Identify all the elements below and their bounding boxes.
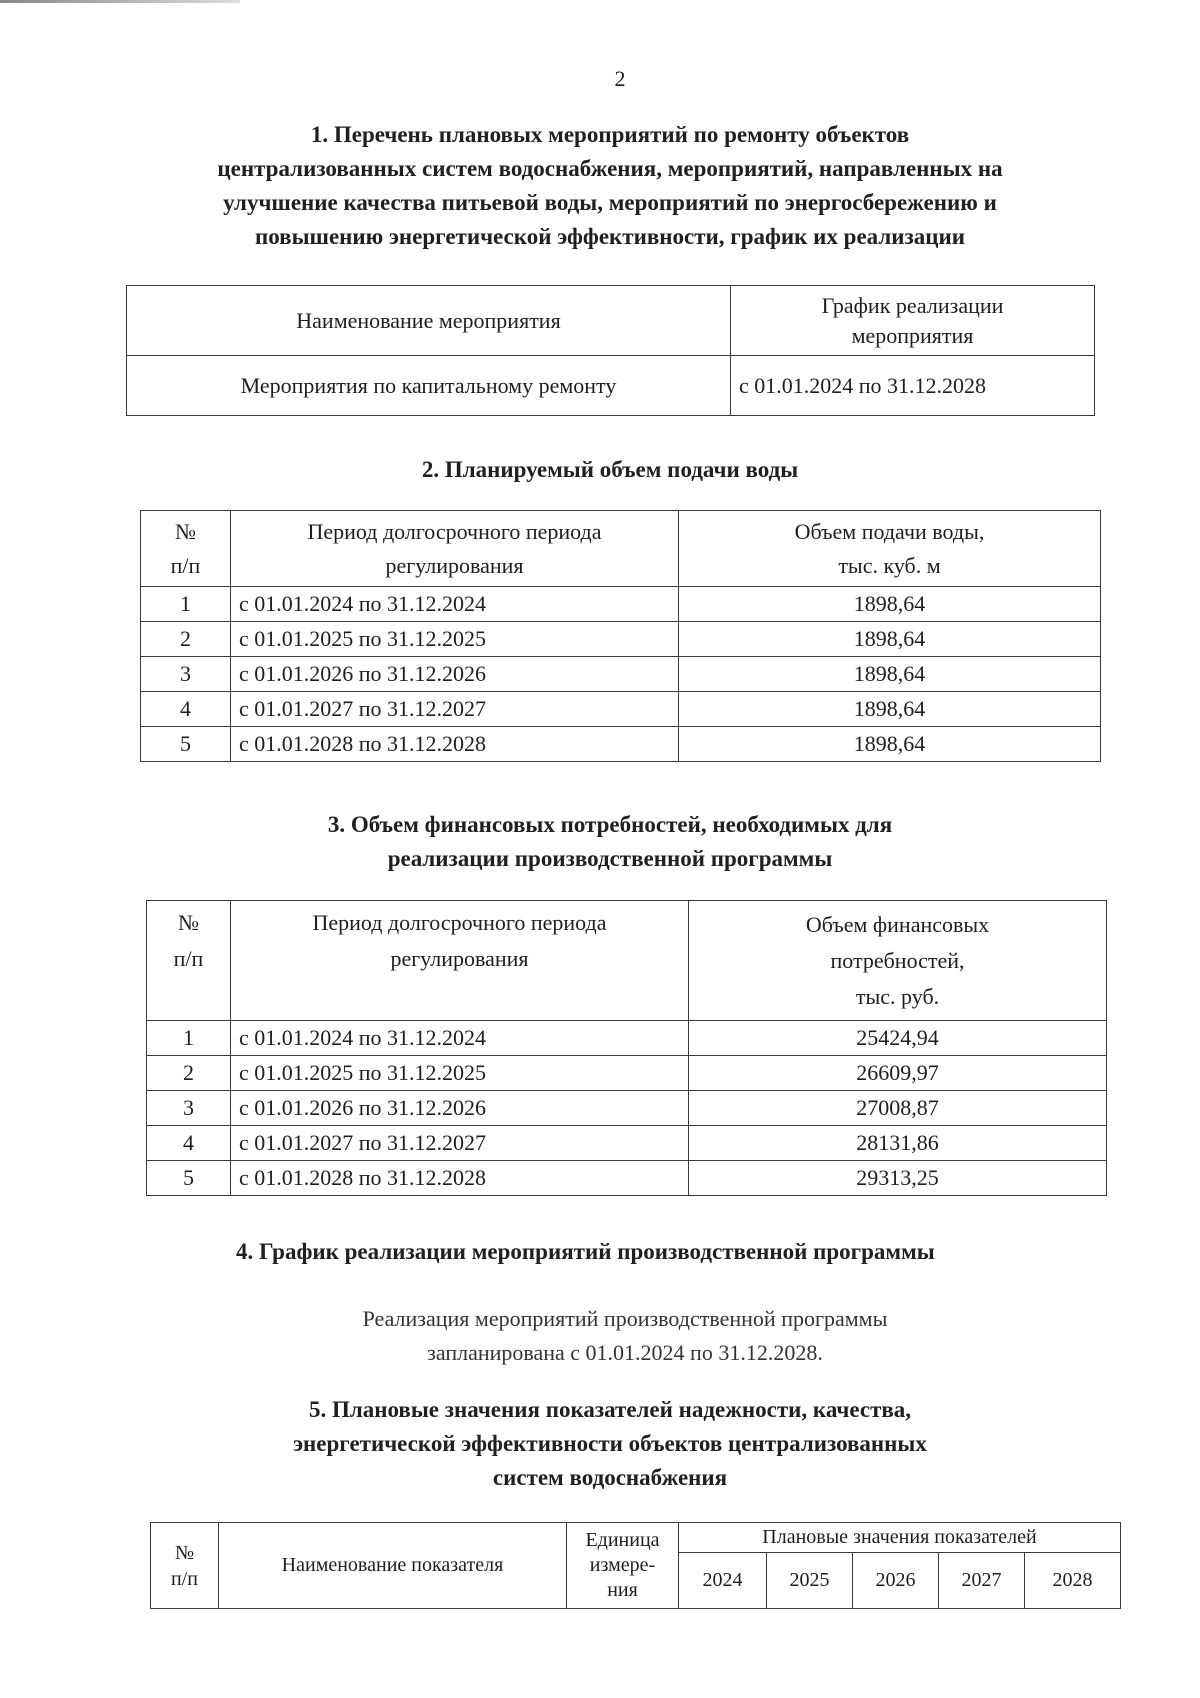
section-1-title [110, 118, 1110, 254]
header-schedule-line: График реализации [821, 292, 1004, 318]
header-number [147, 901, 231, 1021]
row-period: с 01.01.2026 по 31.12.2026 [231, 1091, 689, 1126]
header-planned-values: Плановые значения показателей [679, 1523, 1121, 1553]
row-value: 27008,87 [689, 1091, 1107, 1126]
row-period: с 01.01.2027 по 31.12.2027 [231, 692, 679, 727]
row-number: 3 [141, 657, 231, 692]
header-number-line: № [174, 1541, 195, 1564]
row-period: с 01.01.2026 по 31.12.2026 [231, 657, 679, 692]
table-row [147, 1161, 1107, 1196]
header-number-line: № [178, 910, 199, 935]
header-number [141, 511, 231, 587]
row-value: 1898,64 [679, 587, 1101, 622]
section-5-title-line: систем водоснабжения [492, 1465, 728, 1490]
header-year: 2024 [679, 1553, 767, 1609]
header-year: 2025 [767, 1553, 853, 1609]
table-row [141, 587, 1101, 622]
row-period: с 01.01.2024 по 31.12.2024 [231, 587, 679, 622]
section-5-title-line: энергетической эффективности объектов централизованных [293, 1431, 927, 1456]
row-value: 1898,64 [679, 727, 1101, 762]
header-unit-line: Единица [585, 1529, 660, 1551]
activity-period-cell: с 01.01.2024 по 31.12.2028 [731, 356, 1095, 416]
header-unit-line: измере- [589, 1554, 656, 1576]
section-4-title: 4. График реализации мероприятий производственной программы [236, 1239, 935, 1264]
row-number: 4 [147, 1126, 231, 1161]
activities-table [126, 285, 1095, 416]
section-2-title: 2. Планируемый объем подачи воды [421, 457, 799, 482]
header-indicator-name: Наименование показателя [219, 1523, 567, 1609]
header-year: 2027 [939, 1553, 1025, 1609]
header-financial-line: Объем финансовых [805, 911, 990, 937]
section-5-title-line: 5. Плановые значения показателей надежности, качества, [308, 1397, 912, 1422]
header-schedule-line: мероприятия [851, 322, 974, 348]
paragraph-line: Реализация мероприятий производственной программы [362, 1306, 888, 1331]
row-value: 1898,64 [679, 692, 1101, 727]
header-year: 2026 [853, 1553, 939, 1609]
row-number: 4 [141, 692, 231, 727]
row-value: 26609,97 [689, 1056, 1107, 1091]
table-row [141, 692, 1101, 727]
row-period: с 01.01.2027 по 31.12.2027 [231, 1126, 689, 1161]
header-period-line: регулирования [385, 552, 524, 578]
row-number: 5 [147, 1161, 231, 1196]
paragraph-line: запланирована с 01.01.2024 по 31.12.2028. [427, 1340, 823, 1365]
header-financial-volume [689, 901, 1107, 1021]
scan-edge-mark [0, 0, 240, 3]
section-4-paragraph [190, 1302, 1060, 1370]
header-period [231, 511, 679, 587]
section-1-title-line: улучшение качества питьевой воды, мероприятий по энергосбережению и [223, 190, 997, 215]
row-number: 3 [147, 1091, 231, 1126]
activity-name-cell: Мероприятия по капитальному ремонту [127, 356, 731, 416]
row-value: 25424,94 [689, 1021, 1107, 1056]
table-row [141, 657, 1101, 692]
header-year: 2028 [1025, 1553, 1121, 1609]
row-period: с 01.01.2025 по 31.12.2025 [231, 622, 679, 657]
table-row [147, 1091, 1107, 1126]
header-number [151, 1523, 219, 1609]
table-row [141, 727, 1101, 762]
row-value: 29313,25 [689, 1161, 1107, 1196]
row-number: 1 [141, 587, 231, 622]
row-period: с 01.01.2028 по 31.12.2028 [231, 1161, 689, 1196]
header-volume-line: Объем подачи воды, [794, 518, 985, 544]
section-1-title-line: 1. Перечень плановых мероприятий по ремонту объектов [310, 122, 910, 147]
financial-needs-table [146, 900, 1107, 1196]
row-value: 1898,64 [679, 622, 1101, 657]
header-unit [567, 1523, 679, 1609]
header-financial-line: потребностей, [830, 947, 965, 973]
header-volume-line: тыс. куб. м [838, 552, 941, 578]
page-number: 2 [614, 66, 626, 91]
row-period: с 01.01.2024 по 31.12.2024 [231, 1021, 689, 1056]
section-3-title-line: реализации производственной программы [387, 846, 833, 871]
section-3-title-line: 3. Объем финансовых потребностей, необходимых для [327, 812, 893, 837]
header-schedule [731, 286, 1095, 356]
header-number-line: п/п [170, 552, 201, 578]
header-period-line: регулирования [390, 946, 529, 971]
row-number: 1 [147, 1021, 231, 1056]
header-number-line: п/п [171, 1567, 198, 1590]
row-period: с 01.01.2028 по 31.12.2028 [231, 727, 679, 762]
header-period [231, 901, 689, 1021]
row-value: 28131,86 [689, 1126, 1107, 1161]
table-row [147, 1056, 1107, 1091]
header-period-line: Период долгосрочного периода [312, 910, 607, 935]
row-value: 1898,64 [679, 657, 1101, 692]
row-period: с 01.01.2025 по 31.12.2025 [231, 1056, 689, 1091]
section-5-title [180, 1393, 1040, 1495]
header-period-line: Период долгосрочного периода [307, 518, 602, 544]
row-number: 2 [147, 1056, 231, 1091]
table-row [147, 1021, 1107, 1056]
indicators-table [150, 1522, 1121, 1609]
row-number: 2 [141, 622, 231, 657]
header-number-line: № [175, 518, 196, 544]
row-number: 5 [141, 727, 231, 762]
header-number-line: п/п [173, 946, 204, 971]
section-1-title-line: централизованных систем водоснабжения, мероприятий, направленных на [217, 156, 1003, 181]
header-unit-line: ния [607, 1579, 638, 1601]
water-supply-table [140, 510, 1101, 762]
header-financial-line: тыс. руб. [855, 983, 940, 1009]
table-row [141, 622, 1101, 657]
section-1-title-line: повышению энергетической эффективности, график их реализации [254, 224, 966, 249]
header-water-volume [679, 511, 1101, 587]
header-activity-name: Наименование мероприятия [127, 286, 731, 356]
section-3-title [110, 808, 1110, 876]
table-row [147, 1126, 1107, 1161]
